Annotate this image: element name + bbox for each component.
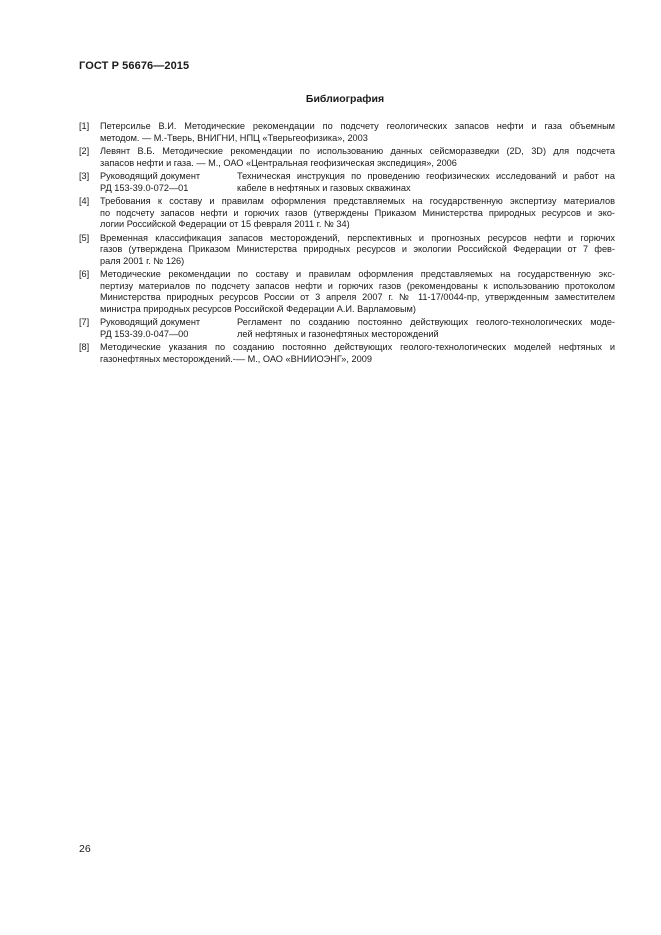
reference-text — [100, 269, 615, 315]
document-code-header: ГОСТ Р 56676—2015 — [79, 60, 190, 72]
reference-line: методом. — М.-Тверь, ВНИГНИ, НПЦ «Тверьгеофизика», 2003 — [100, 132, 368, 143]
reference-doc-row — [100, 317, 615, 329]
reference-item — [79, 233, 615, 268]
reference-line: газов (утверждена Приказом Министерства природных ресурсов и экологии Российской Федерации от 7 фев- — [100, 244, 615, 254]
reference-line: Временная классификация запасов месторождений, перспективных и прогнозных ресурсов нефти и горючих — [100, 232, 615, 243]
reference-number: [7] — [79, 317, 90, 327]
reference-item — [79, 269, 615, 315]
reference-doc-type: Руководящий документ — [100, 171, 201, 181]
reference-item — [79, 146, 615, 169]
reference-doc-title-line: лей нефтяных и газонефтяных месторождений — [237, 328, 439, 339]
reference-doc-title-line: Регламент по созданию постоянно действующих геолого-технологических моде- — [237, 317, 615, 327]
reference-number: [5] — [79, 232, 90, 243]
bibliography-list — [79, 121, 615, 367]
reference-number: [4] — [79, 196, 90, 206]
reference-line: Петерсилье В.И. Методические рекомендации по подсчету геологических запасов нефти и газа объемным — [100, 121, 615, 131]
reference-line: Требования к составу и правилам оформления представляемых на государственную экспертизу материалов — [100, 196, 615, 206]
reference-item — [79, 342, 615, 365]
reference-item — [79, 171, 615, 194]
reference-doc-title-line: Техническая инструкция по проведению геофизических исследований и работ на — [237, 171, 615, 181]
reference-number: [2] — [79, 146, 90, 156]
reference-text — [100, 317, 615, 340]
reference-line: Методические указания по созданию постоянно действующих геолого-технологических моделей нефтяных и — [100, 342, 615, 352]
reference-text — [100, 146, 615, 169]
reference-item — [79, 121, 615, 144]
reference-line: Министерства природных ресурсов России от 3 апреля 2007 г. № 11-17/0044-пр, утвержденным заместителем — [100, 292, 615, 302]
reference-doc-title-line: кабеле в нефтяных и газовых скважинах — [237, 182, 411, 193]
reference-line: логии Российской Федерации от 15 февраля 2011 г. № 34) — [100, 219, 350, 229]
reference-line: газонефтяных месторождений.-— М., ОАО «ВНИИОЭНГ», 2009 — [100, 353, 372, 364]
reference-doc-row — [100, 183, 615, 195]
reference-doc-row — [100, 171, 615, 183]
reference-line: пертизу материалов по подсчету запасов нефти и горючих газов (рекомендованы к использованию протоколом — [100, 280, 615, 291]
reference-doc-code: РД 153-39.0-047—00 — [100, 328, 189, 339]
reference-item — [79, 317, 615, 340]
reference-number: [3] — [79, 171, 90, 181]
reference-number: [6] — [79, 269, 90, 279]
reference-text — [100, 196, 615, 231]
bibliography-title: Библиография — [305, 93, 385, 105]
reference-number: [8] — [79, 342, 90, 352]
reference-doc-type: Руководящий документ — [100, 317, 201, 327]
reference-text — [100, 233, 615, 268]
reference-doc-row — [100, 329, 615, 341]
reference-text — [100, 121, 615, 144]
reference-line: раля 2001 г. № 126) — [100, 255, 185, 266]
reference-line: Левянт В.Б. Методические рекомендации по использованию данных сейсморазведки (2D, 3D) для подсчета — [100, 146, 615, 156]
reference-number: [1] — [79, 121, 90, 131]
reference-line: Методические рекомендации по составу и правилам оформления представляемых на государственную экс- — [100, 269, 615, 279]
reference-text — [100, 171, 615, 194]
reference-item — [79, 196, 615, 231]
page-number: 26 — [79, 843, 91, 855]
reference-line: запасов нефти и газа. — М., ОАО «Центральная геофизическая экспедиция», 2006 — [100, 157, 457, 168]
reference-line: по подсчету запасов нефти и горючих газов (утверждены Приказом Министерства природных ресурсов и эко- — [100, 207, 615, 218]
reference-line: министра природных ресурсов Российской Федерации А.И. Варламовым) — [100, 303, 416, 314]
reference-text — [100, 342, 615, 365]
reference-doc-code: РД 153-39.0-072—01 — [100, 182, 189, 193]
